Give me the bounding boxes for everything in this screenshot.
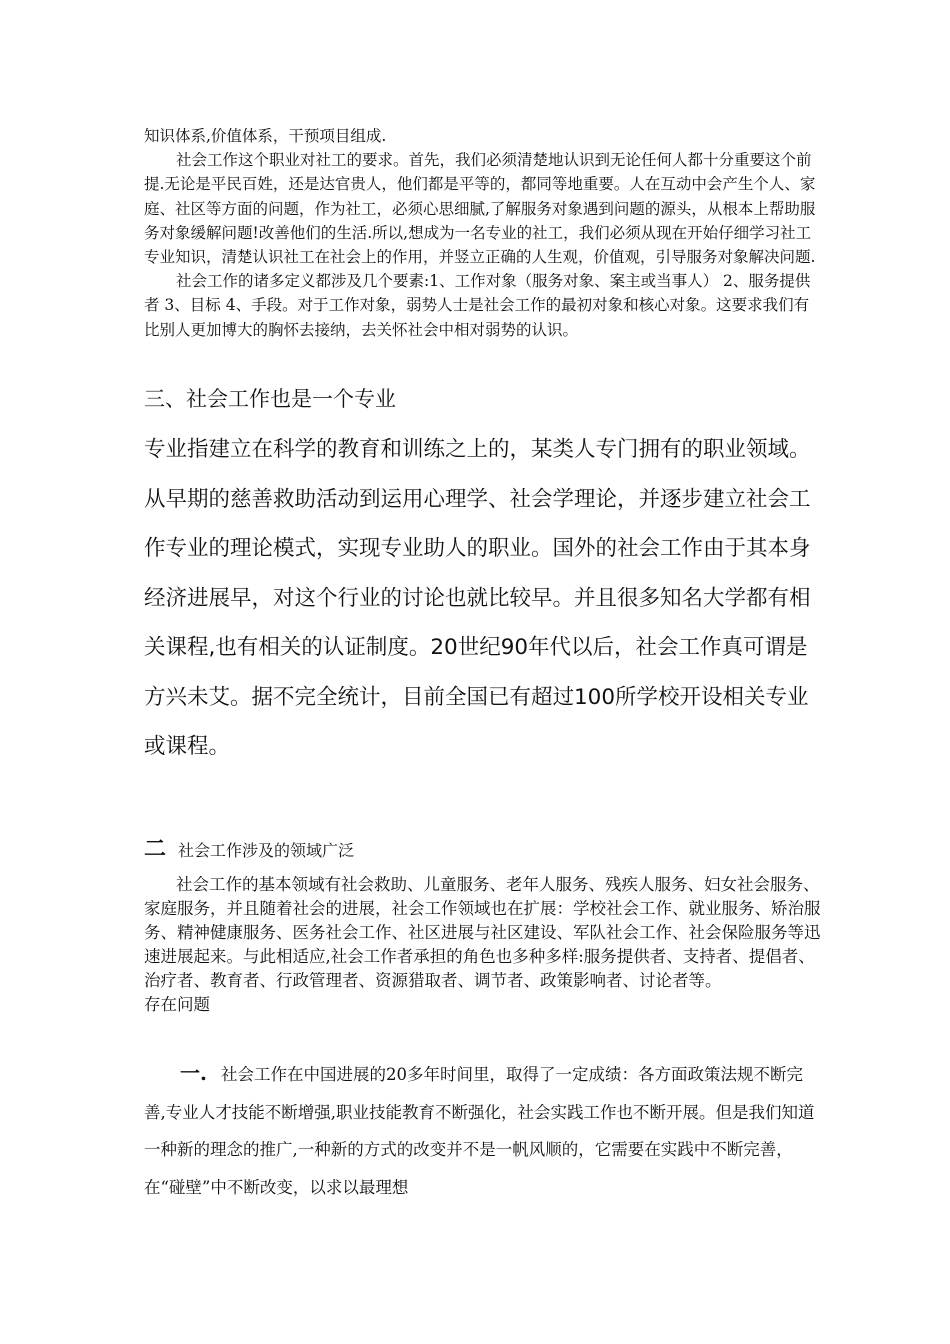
problems-text: 社会工作在中国进展的20多年时间里，取得了一定成绩：各方面政策法规不断完善,专业人才技能不断增强,职业技能教育不断强化，社会实践工作也不断开展。但是我们知道一种新的理念的推广,一种新的方式的改变并不是一帆风顺的，它需要在实践中不断完善，在“碰壁”中不断改变，以求以最理想 [144,1065,815,1197]
problems-heading: 存在问题 [144,995,210,1014]
intro-text [144,124,824,342]
requirements-paragraph: 社会工作这个职业对社工的要求。首先，我们必须清楚地认识到无论任何人都十分重要这个前提.无论是平民百姓，还是达官贵人，他们都是平等的，都同等地重要。人在互动中会产生个人、家庭、社区等方面的问题，作为社工，必须心思细腻,了解服务对象遇到问题的源头，从根本上帮助服务对象缓解问题!改善他们的生活.所以,想成为一名专业的社工，我们必须从现在开始仔细学习社工专业知识，清楚认识社工在社会上的作用，并竖立正确的人生观，价值观，引导服务对象解决问题. [144,151,816,267]
problems-paragraph [144,1055,824,1206]
section3-body [144,425,824,772]
problems-body [144,1055,824,1206]
elements-paragraph: 社会工作的诸多定义都涉及几个要素:1、工作对象（服务对象、案主或当事人） 2、服务提供者 3、目标 4、手段。对于工作对象，弱势人士是社会工作的最初对象和核心对象。这要求我们有比别人更加博大的胸怀去接纳，去关怀社会中相对弱势的认识。 [144,272,811,339]
intro-line: 知识体系,价值体系，干预项目组成. [144,127,387,145]
section2-number: 二 [144,836,167,862]
fields-paragraph: 社会工作的基本领域有社会救助、儿童服务、老年人服务、残疾人服务、妇女社会服务、家庭服务，并且随着社会的进展，社会工作领域也在扩展：学校社会工作、就业服务、矫治服务、精神健康服务、医务社会工作、社区进展与社区建设、军队社会工作、社会保险服务等迅速进展起来。与此相适应,社会工作者承担的角色也多种多样:服务提供者、支持者、提倡者、治疗者、教育者、行政管理者、资源猎取者、调节者、政策影响者、讨论者等。 [144,875,821,990]
section2-body [144,873,824,1017]
section2-heading [144,832,824,863]
problems-lead-number: 一. [180,1061,207,1085]
section2-title: 社会工作涉及的领域广泛 [178,841,355,860]
profession-definition: 专业指建立在科学的教育和训练之上的，某类人专门拥有的职业领域。 [144,437,811,462]
profession-history: 从早期的慈善救助活动到运用心理学、社会学理论，并逐步建立社会工作专业的理论模式，实现专业助人的职业。国外的社会工作由于其本身经济进展早，对这个行业的讨论也就比较早。并且很多知名大学都有相关课程,也有相关的认证制度。20世纪90年代以后，社会工作真可谓是方兴未艾。据不完全统计，目前全国已有超过100所学校开设相关专业或课程。 [144,486,811,759]
section3-heading: 三、社会工作也是一个专业 [144,387,396,411]
